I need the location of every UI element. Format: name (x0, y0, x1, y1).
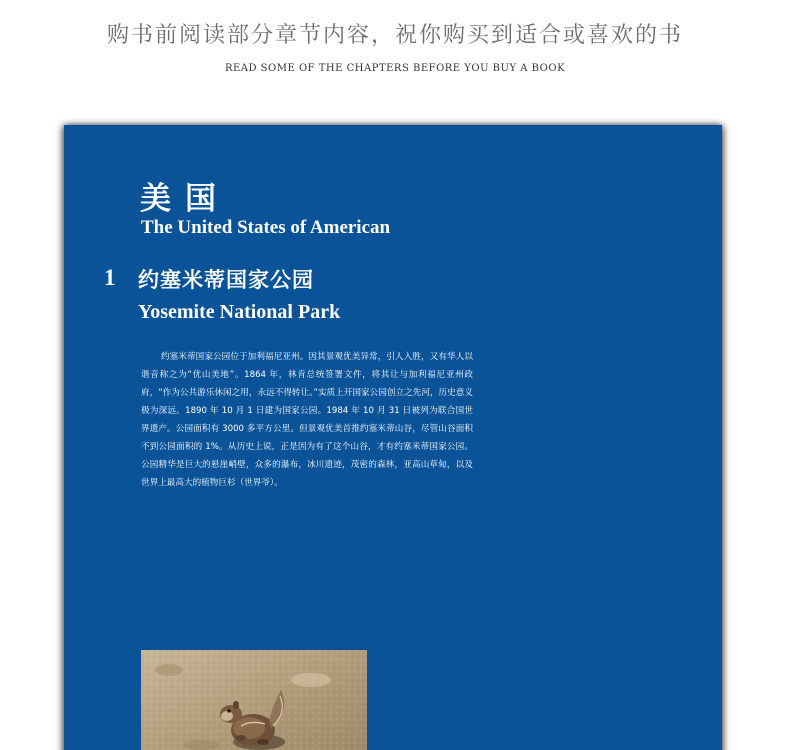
country-title-en: The United States of American (141, 217, 391, 238)
squirrel-photo (141, 650, 367, 750)
section-title-cn: 约塞米蒂国家公园 (138, 267, 314, 292)
section-body-text: 约塞米蒂国家公园位于加利福尼亚州。因其景观优美异常，引人入胜，又有华人以谐音称之为“优山美地”。1864 年，林肯总统签署文件，将其让与加利福尼亚州政府，“作为公共游乐休闲之用，永远不得转让。”实质上开国家公园创立之先河，历史意义极为深远。1890 年 10 月 1 日建为国家公园。1984 年 10 月 31 日被列为联合国世界遗产。公园面积有 3000 多平方公里。但景观优美首推约塞米蒂山谷，尽管山谷面积不到公园面积的 1%。从历史上说，正是因为有了这个山谷，才有约塞米蒂国家公园。公园精华是巨大的悬崖峭壁，众多的瀑布，冰川遗迹，茂密的森林，亚高山草甸，以及世界上最高大的植物巨杉（世界爷）。 (141, 352, 473, 488)
header-title: 购书前阅读部分章节内容，祝你购买到适合或喜欢的书 (106, 23, 683, 48)
header-subtitle: READ SOME OF THE CHAPTERS BEFORE YOU BUY A BOOK (224, 63, 566, 74)
country-title-cn: 美国 (140, 181, 230, 217)
book-page (64, 125, 722, 750)
squirrel-photo-image (141, 650, 367, 750)
section-title-en: Yosemite National Park (138, 301, 341, 323)
section-number: 1 (104, 265, 116, 290)
